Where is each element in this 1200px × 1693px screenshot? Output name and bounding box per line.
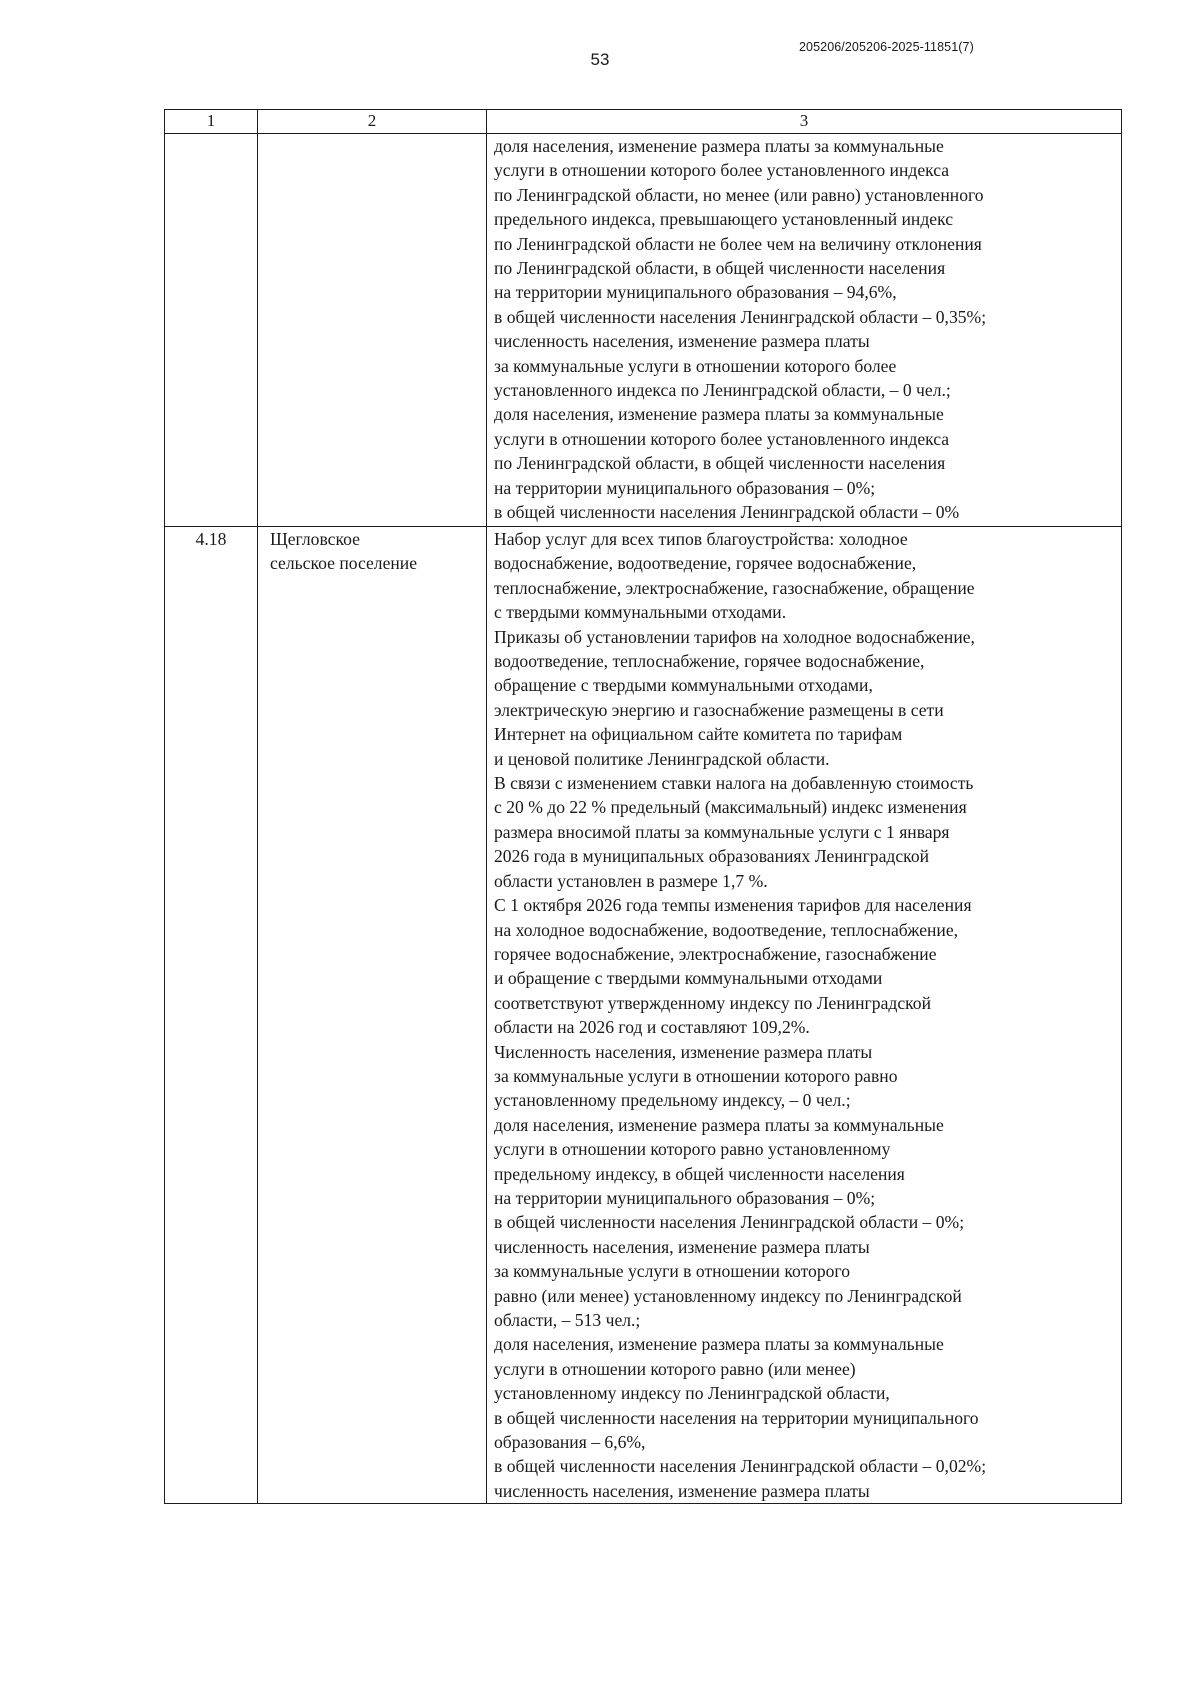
text-line: области установлен в размере 1,7 %. (494, 870, 768, 891)
text-line: в общей численности населения Ленинградской области – 0%; (494, 1212, 965, 1233)
row-text-cell (487, 134, 1122, 527)
table-row (165, 134, 1122, 527)
text-line: численность населения, изменение размера платы (494, 1236, 870, 1257)
text-line: размера вносимой платы за коммунальные услуги с 1 января (494, 821, 950, 842)
page-number: 53 (590, 50, 610, 69)
text-line: установленному индексу по Ленинградской области, (494, 1383, 890, 1404)
text-line: 2026 года в муниципальных образованиях Ленинградской (494, 846, 930, 867)
text-line: соответствуют утвержденному индексу по Ленинградской (494, 992, 932, 1013)
text-line: С 1 октября 2026 года темпы изменения тарифов для населения (494, 895, 972, 916)
text-line: доля населения, изменение размера платы за коммунальные (494, 1114, 944, 1135)
text-line: по Ленинградской области, но менее (или равно) установленного (494, 184, 984, 205)
text-line: и обращение с твердыми коммунальными отходами (494, 968, 883, 989)
text-line: доля населения, изменение размера платы за коммунальные (494, 404, 944, 425)
text-line: численность населения, изменение размера платы (494, 1480, 870, 1501)
row-number-cell (165, 134, 258, 527)
text-line: водоотведение, теплоснабжение, горячее водоснабжение, (494, 651, 925, 672)
text-line: за коммунальные услуги в отношении которого (494, 1261, 850, 1282)
row-text-cell (487, 527, 1122, 1504)
text-line: услуги в отношении которого более установленного индекса (494, 428, 950, 449)
text-line: услуги в отношении которого равно установленному (494, 1139, 891, 1160)
text-line: услуги в отношении которого равно (или менее) (494, 1358, 856, 1379)
text-line: за коммунальные услуги в отношении которого более (494, 355, 897, 376)
settlement-name-line: сельское поселение (270, 553, 418, 574)
text-line: на холодное водоснабжение, водоотведение, теплоснабжение, (494, 919, 959, 940)
text-line: Приказы об установлении тарифов на холодное водоснабжение, (494, 626, 975, 647)
text-line: Интернет на официальном сайте комитета по тарифам (494, 724, 903, 745)
text-line: установленному предельному индексу, – 0 чел.; (494, 1090, 851, 1111)
row-name-cell (258, 134, 487, 527)
text-line: обращение с твердыми коммунальными отходами, (494, 675, 873, 696)
text-line: установленного индекса по Ленинградской области, – 0 чел.; (494, 380, 951, 401)
text-line: с твердыми коммунальными отходами. (494, 602, 787, 623)
data-table (164, 109, 1122, 1504)
column-header-3: 3 (487, 110, 1122, 134)
text-line: водоснабжение, водоотведение, горячее водоснабжение, (494, 553, 917, 574)
text-line: в общей численности населения Ленинградской области – 0,02%; (494, 1456, 987, 1477)
text-line: численность населения, изменение размера платы (494, 331, 870, 352)
column-header-1: 1 (165, 110, 258, 134)
table-row (165, 527, 1122, 1504)
text-line: по Ленинградской области, в общей численности населения (494, 258, 946, 279)
text-line: Набор услуг для всех типов благоустройства: холодное (494, 529, 908, 549)
text-line: услуги в отношении которого более установленного индекса (494, 160, 950, 181)
text-line: за коммунальные услуги в отношении которого равно (494, 1065, 898, 1086)
text-line: в общей численности населения Ленинградской области – 0,35%; (494, 306, 987, 327)
text-line: теплоснабжение, электроснабжение, газоснабжение, обращение (494, 577, 975, 598)
text-line: на территории муниципального образования – 0%; (494, 1187, 876, 1208)
text-line: области на 2026 год и составляют 109,2%. (494, 1017, 810, 1038)
text-line: доля населения, изменение размера платы за коммунальные (494, 1334, 944, 1355)
document-code: 205206/205206-2025-11851(7) (799, 40, 974, 54)
text-line: в общей численности населения на территории муниципального (494, 1407, 979, 1428)
table-header-row (165, 110, 1122, 134)
column-header-2: 2 (258, 110, 487, 134)
text-line: электрическую энергию и газоснабжение размещены в сети (494, 699, 944, 720)
text-line: по Ленинградской области, в общей численности населения (494, 453, 946, 474)
text-line: равно (или менее) установленному индексу по Ленинградской (494, 1285, 962, 1306)
text-line: на территории муниципального образования – 0%; (494, 477, 876, 498)
text-line: и ценовой политике Ленинградской области. (494, 748, 830, 769)
text-line: с 20 % до 22 % предельный (максимальный) индекс изменения (494, 797, 967, 818)
text-line: по Ленинградской области не более чем на величину отклонения (494, 233, 982, 254)
text-line: образования – 6,6%, (494, 1432, 646, 1453)
text-line: на территории муниципального образования – 94,6%, (494, 282, 897, 303)
row-name-cell (258, 527, 487, 1504)
text-line: В связи с изменением ставки налога на добавленную стоимость (494, 773, 974, 794)
text-line: предельного индекса, превышающего установленный индекс (494, 209, 954, 230)
text-line: предельному индексу, в общей численности населения (494, 1163, 905, 1184)
text-line: доля населения, изменение размера платы за коммунальные (494, 136, 944, 156)
text-line: области, – 513 чел.; (494, 1310, 641, 1330)
settlement-name-line: Щегловское (270, 529, 360, 549)
row-number-cell: 4.18 (165, 527, 258, 1504)
text-line: в общей численности населения Ленинградской области – 0% (494, 502, 960, 523)
text-line: Численность населения, изменение размера платы (494, 1041, 873, 1062)
text-line: горячее водоснабжение, электроснабжение, газоснабжение (494, 943, 937, 964)
